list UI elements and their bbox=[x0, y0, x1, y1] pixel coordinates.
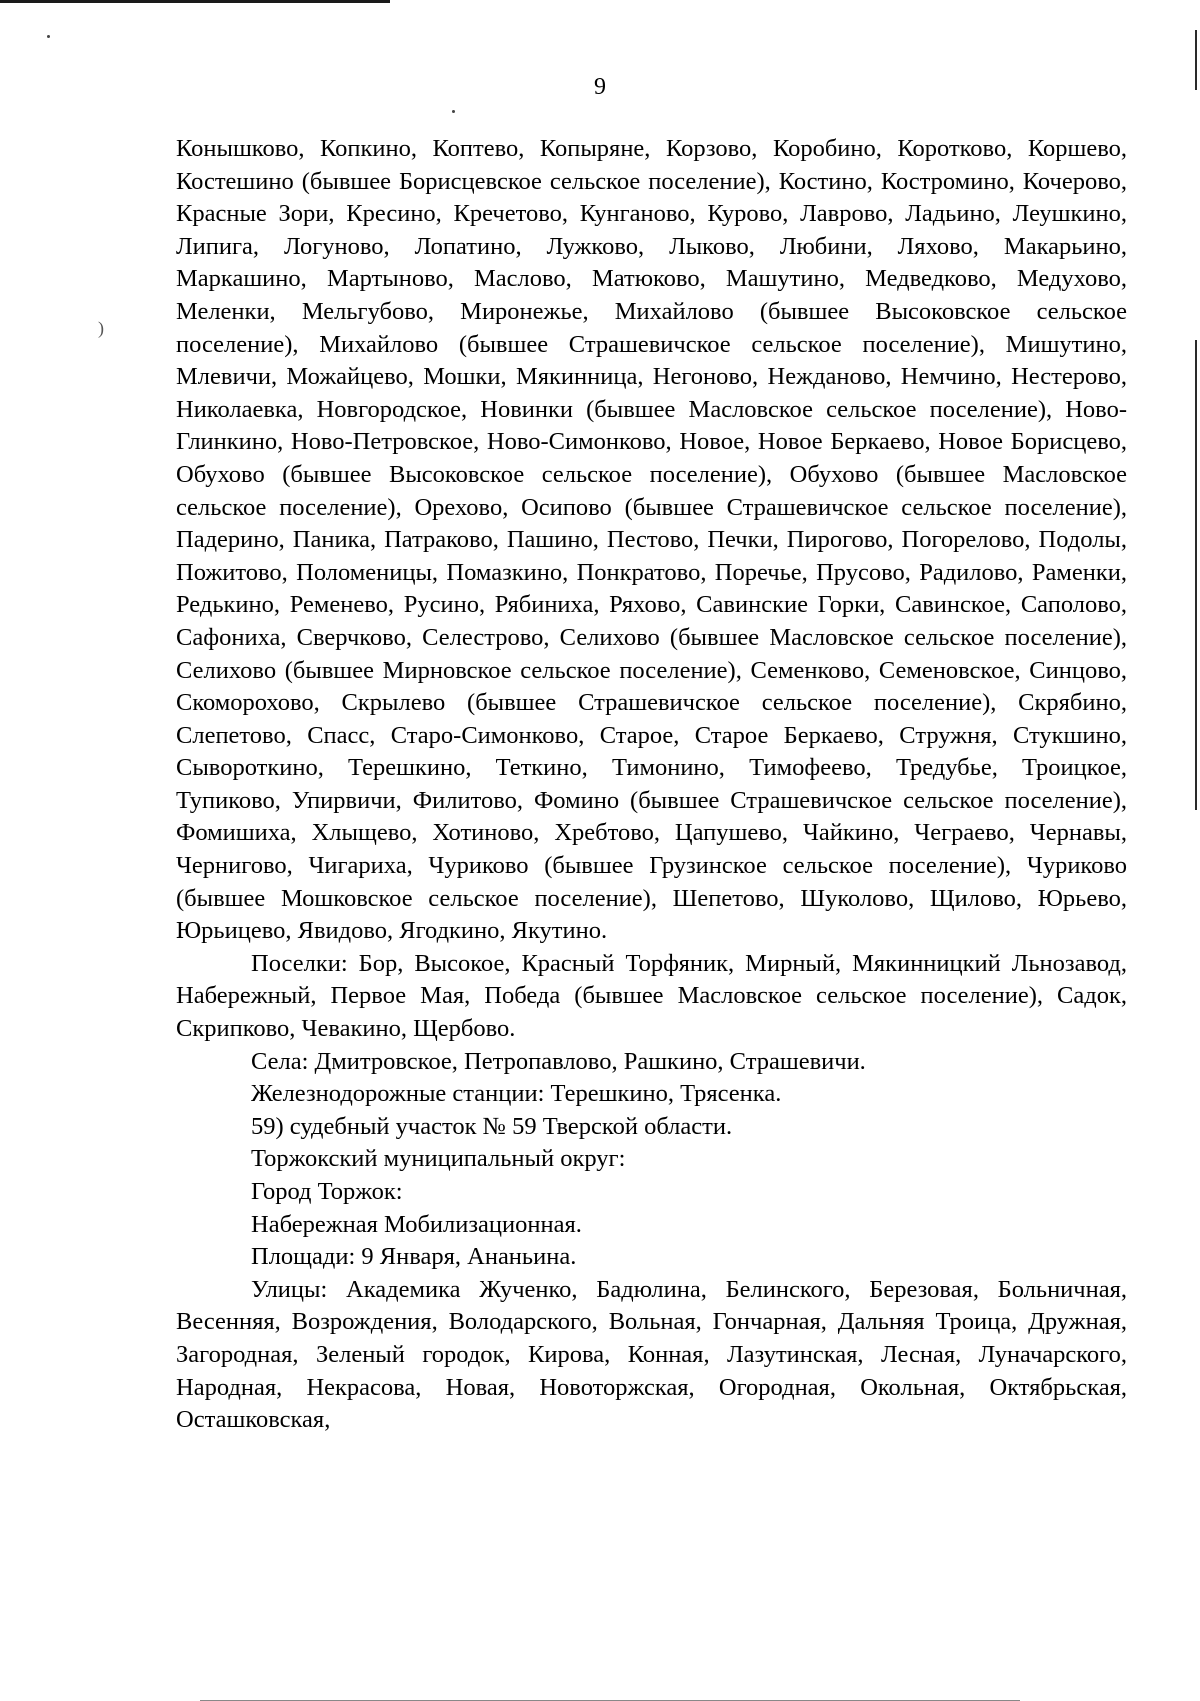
scan-edge-mark bbox=[1195, 340, 1197, 810]
paragraph: Поселки: Бор, Высокое, Красный Торфяник, Мирный, Мякинницкий Льнозавод, Набережный, Первое Мая, Победа (бывшее Масловское сельское поселение), Садок, Скрипково, Чевакино, Щербово. bbox=[176, 949, 1127, 1043]
scan-artifact bbox=[47, 35, 50, 38]
paragraph: Улицы: Академика Жученко, Бадюлина, Белинского, Березовая, Больничная, Весенняя, Возрождения, Володарского, Вольная, Гончарная, Дальняя Троица, Дружная, Загородная, Зеленый городок, Кирова, Конная, Лазутинская, Лесная, Луначарского, Народная, Некрасова, Новая, Новоторжская, Огородная, Окольная, Октябрьская, Осташковская, bbox=[176, 1275, 1127, 1434]
paragraph: Набережная Мобилизационная. bbox=[251, 1210, 582, 1238]
scan-edge-mark bbox=[0, 0, 390, 3]
paragraph: Железнодорожные станции: Терешкино, Трясенка. bbox=[251, 1080, 782, 1108]
document-body bbox=[176, 133, 1127, 1437]
paragraph: Город Торжок: bbox=[251, 1178, 403, 1205]
scan-artifact bbox=[452, 110, 455, 113]
paragraph: 59) судебный участок № 59 Тверской области. bbox=[251, 1112, 733, 1140]
paragraph: Площади: 9 Января, Ананьина. bbox=[251, 1243, 577, 1271]
paragraph: Села: Дмитровское, Петропавлово, Рашкино, Страшевичи. bbox=[251, 1047, 866, 1075]
paragraph: Конышково, Копкино, Коптево, Копыряне, Корзово, Коробино, Коротково, Коршево, Костешино (бывшее Борисцевское сельское поселение), Костино, Костромино, Кочерово, Красные Зори, Кресино, Кречетово, Кунганово, Курово, Лаврово, Ладьино, Леушкино, Липига, Логуново, Лопатино, Лужково, Лыково, Любини, Ляхово, Макарьино, Маркашино, Мартыново, Маслово, Матюково, Машутино, Медведково, Медухово, Меленки, Мельгубово, Миронежье, Михайлово (бывшее Высоковское сельское поселение), Михайлово (бывшее Страшевичское сельское поселение), Мишутино, Млевичи, Можайцево, Мошки, Мякинница, Негоново, Нежданово, Немчино, Нестерово, Николаевка, Новгородское, Новинки (бывшее Масловское сельское поселение), Ново-Глинкино, Ново-Петровское, Ново-Симонково, Новое, Новое Беркаево, Новое Борисцево, Обухово (бывшее Высоковское сельское поселение), Обухово (бывшее Масловское сельское поселение), Орехово, Осипово (бывшее Страшевичское сельское поселение), Падерино, Паника, Патраково, Пашино, Пестово, Печки, Пирогово, Погорелово, Подолы, Пожитово, Поломеницы, Помазкино, Понкратово, Поречье, Прусово, Радилово, Раменки, Редькино, Ременево, Русино, Рябиниха, Ряхово, Савинские Горки, Савинское, Саполово, Сафониха, Сверчково, Селестрово, Селихово (бывшее Масловское сельское поселение), Селихово (бывшее Мирновское сельское поселение), Семенково, Семеновское, Синцово, Скоморохово, Скрылево (бывшее Страшевичское сельское поселение), Скрябино, Слепетово, Спасс, Старо-Симонково, Старое, Старое Беркаево, Стружня, Стукшино, Сывороткино, Терешкино, Теткино, Тимонино, Тимофеево, Тредубье, Троицкое, Тупиково, Упирвичи, Филитово, Фомино (бывшее Страшевичское сельское поселение), Фомишиха, Хлыщево, Хотиново, Хребтово, Цапушево, Чайкино, Чеграево, Чернавы, Чернигово, Чигариха, Чуриково (бывшее Грузинское сельское поселение), Чуриково (бывшее Мошковское сельское поселение), Шепетово, Шуколово, Щилово, Юрьево, Юрьицево, Явидово, Ягодкино, Якутино. bbox=[176, 135, 1127, 945]
page-number: 9 bbox=[594, 74, 606, 100]
paragraph: Торжокский муниципальный округ: bbox=[251, 1145, 626, 1173]
scan-artifact: ) bbox=[98, 318, 104, 338]
